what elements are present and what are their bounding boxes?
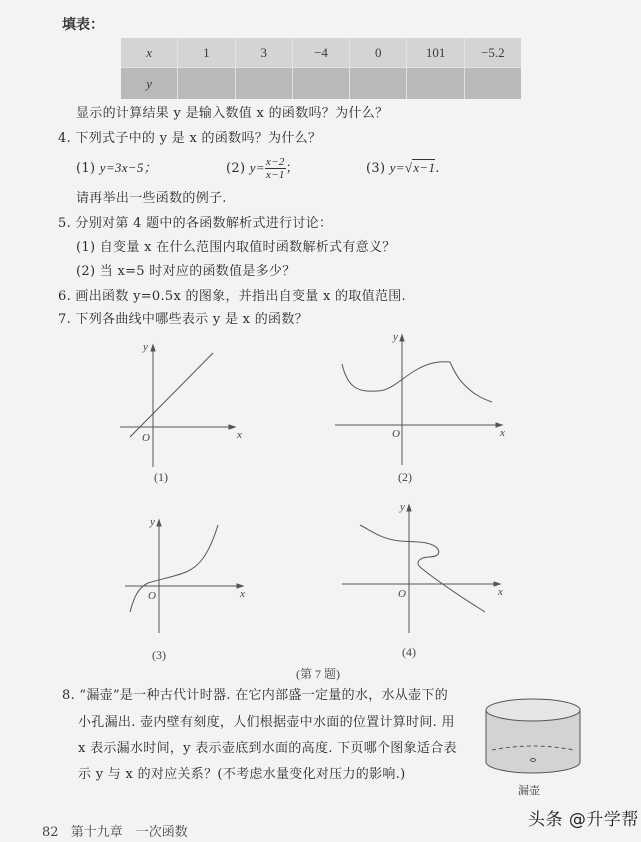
graph-4-plot [320,495,520,670]
table-header-cell: 3 [236,38,292,67]
q3-tail-text: 显示的计算结果 y 是输入数值 x 的函数吗？为什么？ [76,106,389,121]
graph-4 [320,495,520,670]
graph-3 [100,495,280,670]
svg-text:O: O [398,588,406,600]
graph-1 [100,320,280,490]
page-footer [42,821,188,840]
graph-2-plot [320,320,520,490]
q4-follow: 请再举出一些函数的例子. [76,191,227,206]
table-header-cell: −5.2 [465,38,521,67]
table-y-cell [465,68,521,99]
water-clock-figure [478,692,588,800]
svg-text:y: y [143,341,148,353]
svg-text:x: x [498,586,503,598]
svg-text:y: y [150,516,155,528]
watermark: 头条 @升学帮 [528,810,639,830]
table-header-cell: x [121,38,177,67]
graph-2 [320,320,520,490]
q4-item-2: (2) y= $\frac{x-2}{x-1}$ ； [226,156,299,181]
q8-line-3: x 表示漏水时间，y 表示壶底到水面的高度. 下页哪个图象适合表 [78,741,457,756]
graph-1-caption: (1) [154,470,168,484]
table-y-cell [293,68,349,99]
graph-4-caption: (4) [402,645,416,659]
svg-text:y: y [393,331,398,343]
graph-1-plot [100,320,280,490]
graph-2-caption: (2) [398,470,412,484]
q4-item-3-label: (3) [366,161,386,176]
q8-line-1: 8. “漏壶”是一种古代计时器. 在它内部盛一定量的水，水从壶下的 [62,688,448,703]
value-table [121,38,521,98]
graph-3-plot [100,495,280,670]
table-header-cell: 0 [350,38,406,67]
q5-item-2: (2) 当 x=5 时对应的函数值是多少？ [76,264,296,279]
q4-item-1-expr: y=3x−5； [99,160,157,175]
table-y-cell: y [121,68,177,99]
chapter-title: 第十九章 一次函数 [70,825,188,840]
q6-text: 6. 画出函数 y=0.5x 的图象，并指出自变量 x 的取值范围. [58,289,406,304]
svg-text:x: x [237,429,242,441]
q5-item-1: (1) 自变量 x 在什么范围内取值时函数解析式有意义？ [76,240,396,255]
svg-text:O: O [392,428,400,440]
q4-item-1-label: (1) [76,161,96,176]
q4-item-3: (3) y=√x−1. [366,160,440,176]
q4-item-1 [76,160,157,177]
table-y-cell [350,68,406,99]
graph-3-caption: (3) [152,648,166,662]
q4-item-2-lhs: y= [249,160,265,175]
water-clock-caption: 漏壶 [518,785,540,797]
svg-text:y: y [400,501,405,513]
svg-text:O: O [142,432,150,444]
square-root: x−1 [413,160,436,175]
q5-stem: 5. 分别对第 4 题中的各函数解析式进行讨论： [58,216,333,231]
q4-stem: 4. 下列式子中的 y 是 x 的函数吗？为什么？ [58,131,322,146]
q4-item-2-label: (2) [226,161,246,176]
svg-text:x: x [500,427,505,439]
q7-figure-caption: (第 7 题) [296,667,340,681]
page-number: 82 [42,825,59,840]
q8-line-2: 小孔漏出. 壶内壁有刻度，人们根据壶中水面的位置计算时间. 用 [78,715,455,730]
fraction: $\frac{x-2}{x-1}$ [265,156,285,181]
water-clock-icon [478,692,588,782]
svg-text:O: O [148,590,156,602]
table-y-cell [178,68,234,99]
table-y-cell [236,68,292,99]
q8-line-4: 示 y 与 x 的对应关系？(不考虑水量变化对压力的影响.) [78,767,406,782]
table-y-cell [407,68,463,99]
svg-text:x: x [240,588,245,600]
table-header-cell: −4 [293,38,349,67]
q4-item-3-lhs: y=√ [389,160,413,175]
q7-stem: 7. 下列各曲线中哪些表示 y 是 x 的函数？ [58,312,308,327]
table-header-cell: 1 [178,38,234,67]
fill-table-label: 填表： [62,17,104,33]
table-header-cell: 101 [407,38,463,67]
